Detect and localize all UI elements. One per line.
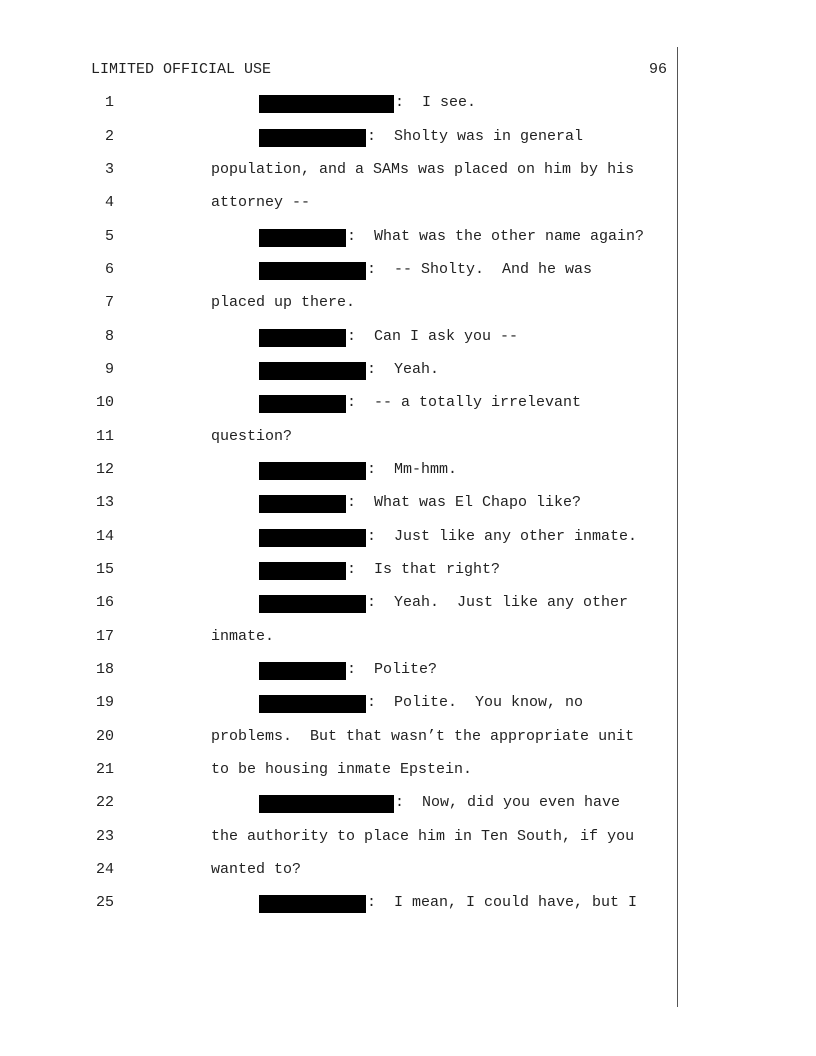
transcript-line: [0, 827, 680, 847]
line-text: problems. But that wasn’t the appropriate unit: [211, 728, 635, 745]
redaction-bar: [259, 262, 366, 280]
line-number: 7: [104, 294, 114, 311]
transcript-line: [0, 93, 680, 113]
line-text: : -- a totally irrelevant: [347, 394, 582, 411]
line-number: 9: [104, 361, 114, 378]
transcript-line: [0, 660, 680, 680]
line-number: 23: [95, 828, 114, 845]
transcript-line: [0, 427, 680, 447]
redaction-bar: [259, 129, 366, 147]
line-number: 14: [95, 528, 114, 545]
line-number: 3: [104, 161, 114, 178]
transcript-line: [0, 293, 680, 313]
line-number: 10: [95, 394, 114, 411]
redaction-bar: [259, 462, 366, 480]
transcript-line: [0, 393, 680, 413]
page-number: 96: [648, 61, 667, 78]
line-text: : Polite. You know, no: [367, 694, 584, 711]
transcript-line: [0, 627, 680, 647]
line-text: : Polite?: [347, 661, 438, 678]
line-text: placed up there.: [211, 294, 356, 311]
redaction-bar: [259, 495, 346, 513]
line-number: 20: [95, 728, 114, 745]
line-text: population, and a SAMs was placed on him by his: [211, 161, 635, 178]
transcript-line: [0, 727, 680, 747]
line-number: 15: [95, 561, 114, 578]
redaction-bar: [259, 329, 346, 347]
line-number: 1: [104, 94, 114, 111]
transcript-line: [0, 860, 680, 880]
transcript-line: [0, 160, 680, 180]
line-number: 11: [95, 428, 114, 445]
line-number: 19: [95, 694, 114, 711]
line-number: 4: [104, 194, 114, 211]
line-text: : -- Sholty. And he was: [367, 261, 593, 278]
classification-header: LIMITED OFFICIAL USE: [91, 61, 272, 78]
line-text: : Yeah.: [367, 361, 440, 378]
line-text: to be housing inmate Epstein.: [211, 761, 473, 778]
line-number: 17: [95, 628, 114, 645]
line-number: 22: [95, 794, 114, 811]
transcript-line: [0, 760, 680, 780]
redaction-bar: [259, 662, 346, 680]
redaction-bar: [259, 529, 366, 547]
line-number: 8: [104, 328, 114, 345]
redaction-bar: [259, 229, 346, 247]
transcript-line: [0, 260, 680, 280]
line-text: : Just like any other inmate.: [367, 528, 638, 545]
transcript-line: [0, 693, 680, 713]
line-text: the authority to place him in Ten South, if you: [211, 828, 635, 845]
line-number: 2: [104, 128, 114, 145]
transcript-line: [0, 893, 680, 913]
redaction-bar: [259, 895, 366, 913]
transcript-line: [0, 593, 680, 613]
line-text: question?: [211, 428, 293, 445]
line-text: : Yeah. Just like any other: [367, 594, 629, 611]
redaction-bar: [259, 795, 394, 813]
transcript-line: [0, 360, 680, 380]
line-text: : Sholty was in general: [367, 128, 584, 145]
transcript-line: [0, 793, 680, 813]
transcript-line: [0, 493, 680, 513]
line-text: wanted to?: [211, 861, 302, 878]
line-number: 21: [95, 761, 114, 778]
transcript-line: [0, 327, 680, 347]
line-number: 25: [95, 894, 114, 911]
line-text: attorney --: [211, 194, 311, 211]
line-text: : What was the other name again?: [347, 228, 645, 245]
line-text: : Is that right?: [347, 561, 501, 578]
transcript-line: [0, 460, 680, 480]
transcript-line: [0, 127, 680, 147]
redaction-bar: [259, 695, 366, 713]
redaction-bar: [259, 595, 366, 613]
line-text: : Now, did you even have: [395, 794, 621, 811]
line-number: 18: [95, 661, 114, 678]
line-text: : What was El Chapo like?: [347, 494, 582, 511]
transcript-line: [0, 193, 680, 213]
redaction-bar: [259, 362, 366, 380]
line-text: inmate.: [211, 628, 275, 645]
line-number: 24: [95, 861, 114, 878]
line-text: : Can I ask you --: [347, 328, 519, 345]
transcript-line: [0, 560, 680, 580]
line-text: : I see.: [395, 94, 477, 111]
line-text: : Mm-hmm.: [367, 461, 458, 478]
line-number: 5: [104, 228, 114, 245]
redaction-bar: [259, 562, 346, 580]
transcript-line: [0, 227, 680, 247]
line-number: 6: [104, 261, 114, 278]
line-number: 12: [95, 461, 114, 478]
line-text: : I mean, I could have, but I: [367, 894, 638, 911]
line-number: 16: [95, 594, 114, 611]
line-number: 13: [95, 494, 114, 511]
redaction-bar: [259, 95, 394, 113]
transcript-line: [0, 527, 680, 547]
redaction-bar: [259, 395, 346, 413]
